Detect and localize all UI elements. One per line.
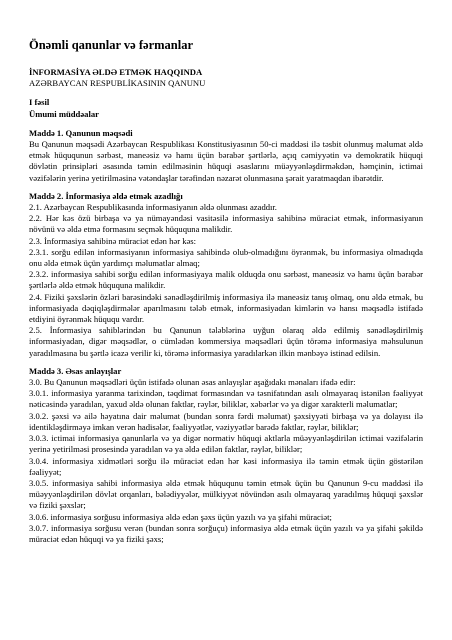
section-name: Ümumi müddəalar xyxy=(29,108,99,119)
article-paragraph: 3.0.7. informasiya sorğusu verən (bundan sonra sorğuçu) informasiya əldə etmək üçün yazılı və ya şifahi şəkildə müraciət edən hüquqi və ya fiziki şəxs; xyxy=(29,522,423,544)
article-paragraph: 3.0.2. şəxsi və ailə həyatına dair məlumat (bundan sonra fərdi məlumat) şəxsiyyəti birbaşa və ya dolayısı ilə identikləşdirməyə imkan verən hadisələr, fəaliyyətlər, vəziyyətlər barədə faktlar, rəylər, biliklər; xyxy=(29,410,423,432)
article-paragraph: 2.2. Hər kəs özü birbaşa və ya nümayəndəsi vasitəsilə informasiya sahibinə müraciət etmək, informasiyanın növünü və əldə etmə formasını seçmək hüququna malikdir. xyxy=(29,213,423,235)
section-number: I fəsil xyxy=(29,97,50,108)
article-paragraph: 2.5. İnformasiya sahiblərindən bu Qanunun tələblərinə uyğun olaraq əldə edilmiş sənədləşdirilmiş informasiyadan, digər məqsədlər, o cümlədən kommersiya məqsədləri üçün törəmə informasiya məhsulunun yaradılmasına bu şərtlə icazə verilir ki, törəmə informasiya yaradılarkən ilkin mənbəyə istinad edilsin. xyxy=(29,325,423,358)
article-paragraph: 2.3. İnformasiya sahibinə müraciət edən hər kəs: xyxy=(29,235,197,246)
article-paragraph: Bu Qanunun məqsədi Azərbaycan Respublikası Konstitusiyasının 50-ci maddəsi ilə təsbit olunmuş məlumat əldə etmək hüququnun sərbəst, maneəsiz və hamı üçün bərabər şərtlərlə, açıq cəmiyyətin və demokratik hüquqi dövlətin prinsipləri əsasında təmin edilməsinin hüquqi əsaslarını müəyyənləşdirməkdən, həmçinin, ictimai vəzifələrin yerinə yetirilməsinə vətəndaşlar tərəfindən nəzarət olunmasına şərait yaratmaqdan ibarətdir. xyxy=(29,139,423,183)
document-body xyxy=(29,38,423,552)
page-title: Önəmli qanunlar və fərmanlar xyxy=(29,38,194,52)
article-title: Maddə 2. İnformasiya əldə etmək azadlığı xyxy=(29,190,183,201)
article-paragraph: 3.0.3. ictimai informasiya qanunlarla və ya digər normativ hüquqi aktlarla müəyyənləşdirilən ictimai vəzifələrin yerinə yetirilməsi prosesində yaradılan və ya əldə edilən faktlar, rəylər, biliklər; xyxy=(29,433,423,455)
article-paragraph: 3.0.1. informasiya yaranma tarixindən, təqdimat formasından və təsnifatından asılı olmayaraq istənilən fəaliyyət nəticəsində yaradılan, yaxud əldə olunan faktlar, rəylər, biliklər, xəbərlər və ya digər xarakterli məlumatlar; xyxy=(29,388,423,410)
law-subtitle: AZƏRBAYCAN RESPUBLİKASININ QANUNU xyxy=(29,78,206,89)
law-title: İNFORMASİYA ƏLDƏ ETMƏK HAQQINDA xyxy=(29,67,203,77)
article-paragraph: 3.0.4. informasiya xidmətləri sorğu ilə müraciət edən hər kəsi informasiya ilə təmin etmək üçün göstərilən fəaliyyət; xyxy=(29,455,423,477)
article-paragraph: 3.0. Bu Qanunun məqsədləri üçün istifadə olunan əsas anlayışlar aşağıdakı mənaları ifadə edir: xyxy=(29,377,356,388)
article-paragraph: 3.0.5. informasiya sahibi informasiya əldə etmək hüququnu təmin etmək üçün bu Qanunun 9-cu maddəsi ilə müəyyənləşdirilən dövlət orqanları, bələdiyyələr, mülkiyyət növündən asılı olmayaraq yaradılmış hüquqi şəxslər və fiziki şəxslər; xyxy=(29,477,423,511)
article-title: Maddə 1. Qanunun məqsədi xyxy=(29,127,133,138)
article-paragraph: 2.3.2. informasiya sahibi sorğu edilən informasiyaya malik olduqda onu sərbəst, maneəsiz və hamı üçün bərabər şərtlərlə əldə etmək hüququna malikdir. xyxy=(29,269,423,291)
article-paragraph: 2.1. Azərbaycan Respublikasında informasiyanın əldə olunması azaddır. xyxy=(29,202,277,213)
article-title: Maddə 3. Əsas anlayışlar xyxy=(29,365,122,376)
article-2 xyxy=(29,191,423,359)
article-paragraph: 2.4. Fiziki şəxslərin özləri barəsindəki sənədləşdirilmiş informasiya ilə maneəsiz tanış olmaq, onu əldə etmək, bu informasiyada dəqiqləşdirmələr aparılmasını tələb etmək, informasiyadan kimlərin və hansı məqsədlə istifadə etdiyini öyrənmək hüququ vardır. xyxy=(29,291,423,325)
article-paragraph: 3.0.6. informasiya sorğusu informasiya əldə edən şəxs üçün yazılı və ya şifahi müraciət; xyxy=(29,511,332,522)
article-paragraph: 2.3.1. sorğu edilən informasiyanın informasiya sahibində olub-olmadığını öyrənmək, bu informasiya olmadıqda onu əldə etmək üçün yardımçı məlumatlar almaq; xyxy=(29,246,423,269)
article-1 xyxy=(29,128,423,184)
article-3 xyxy=(29,366,423,545)
